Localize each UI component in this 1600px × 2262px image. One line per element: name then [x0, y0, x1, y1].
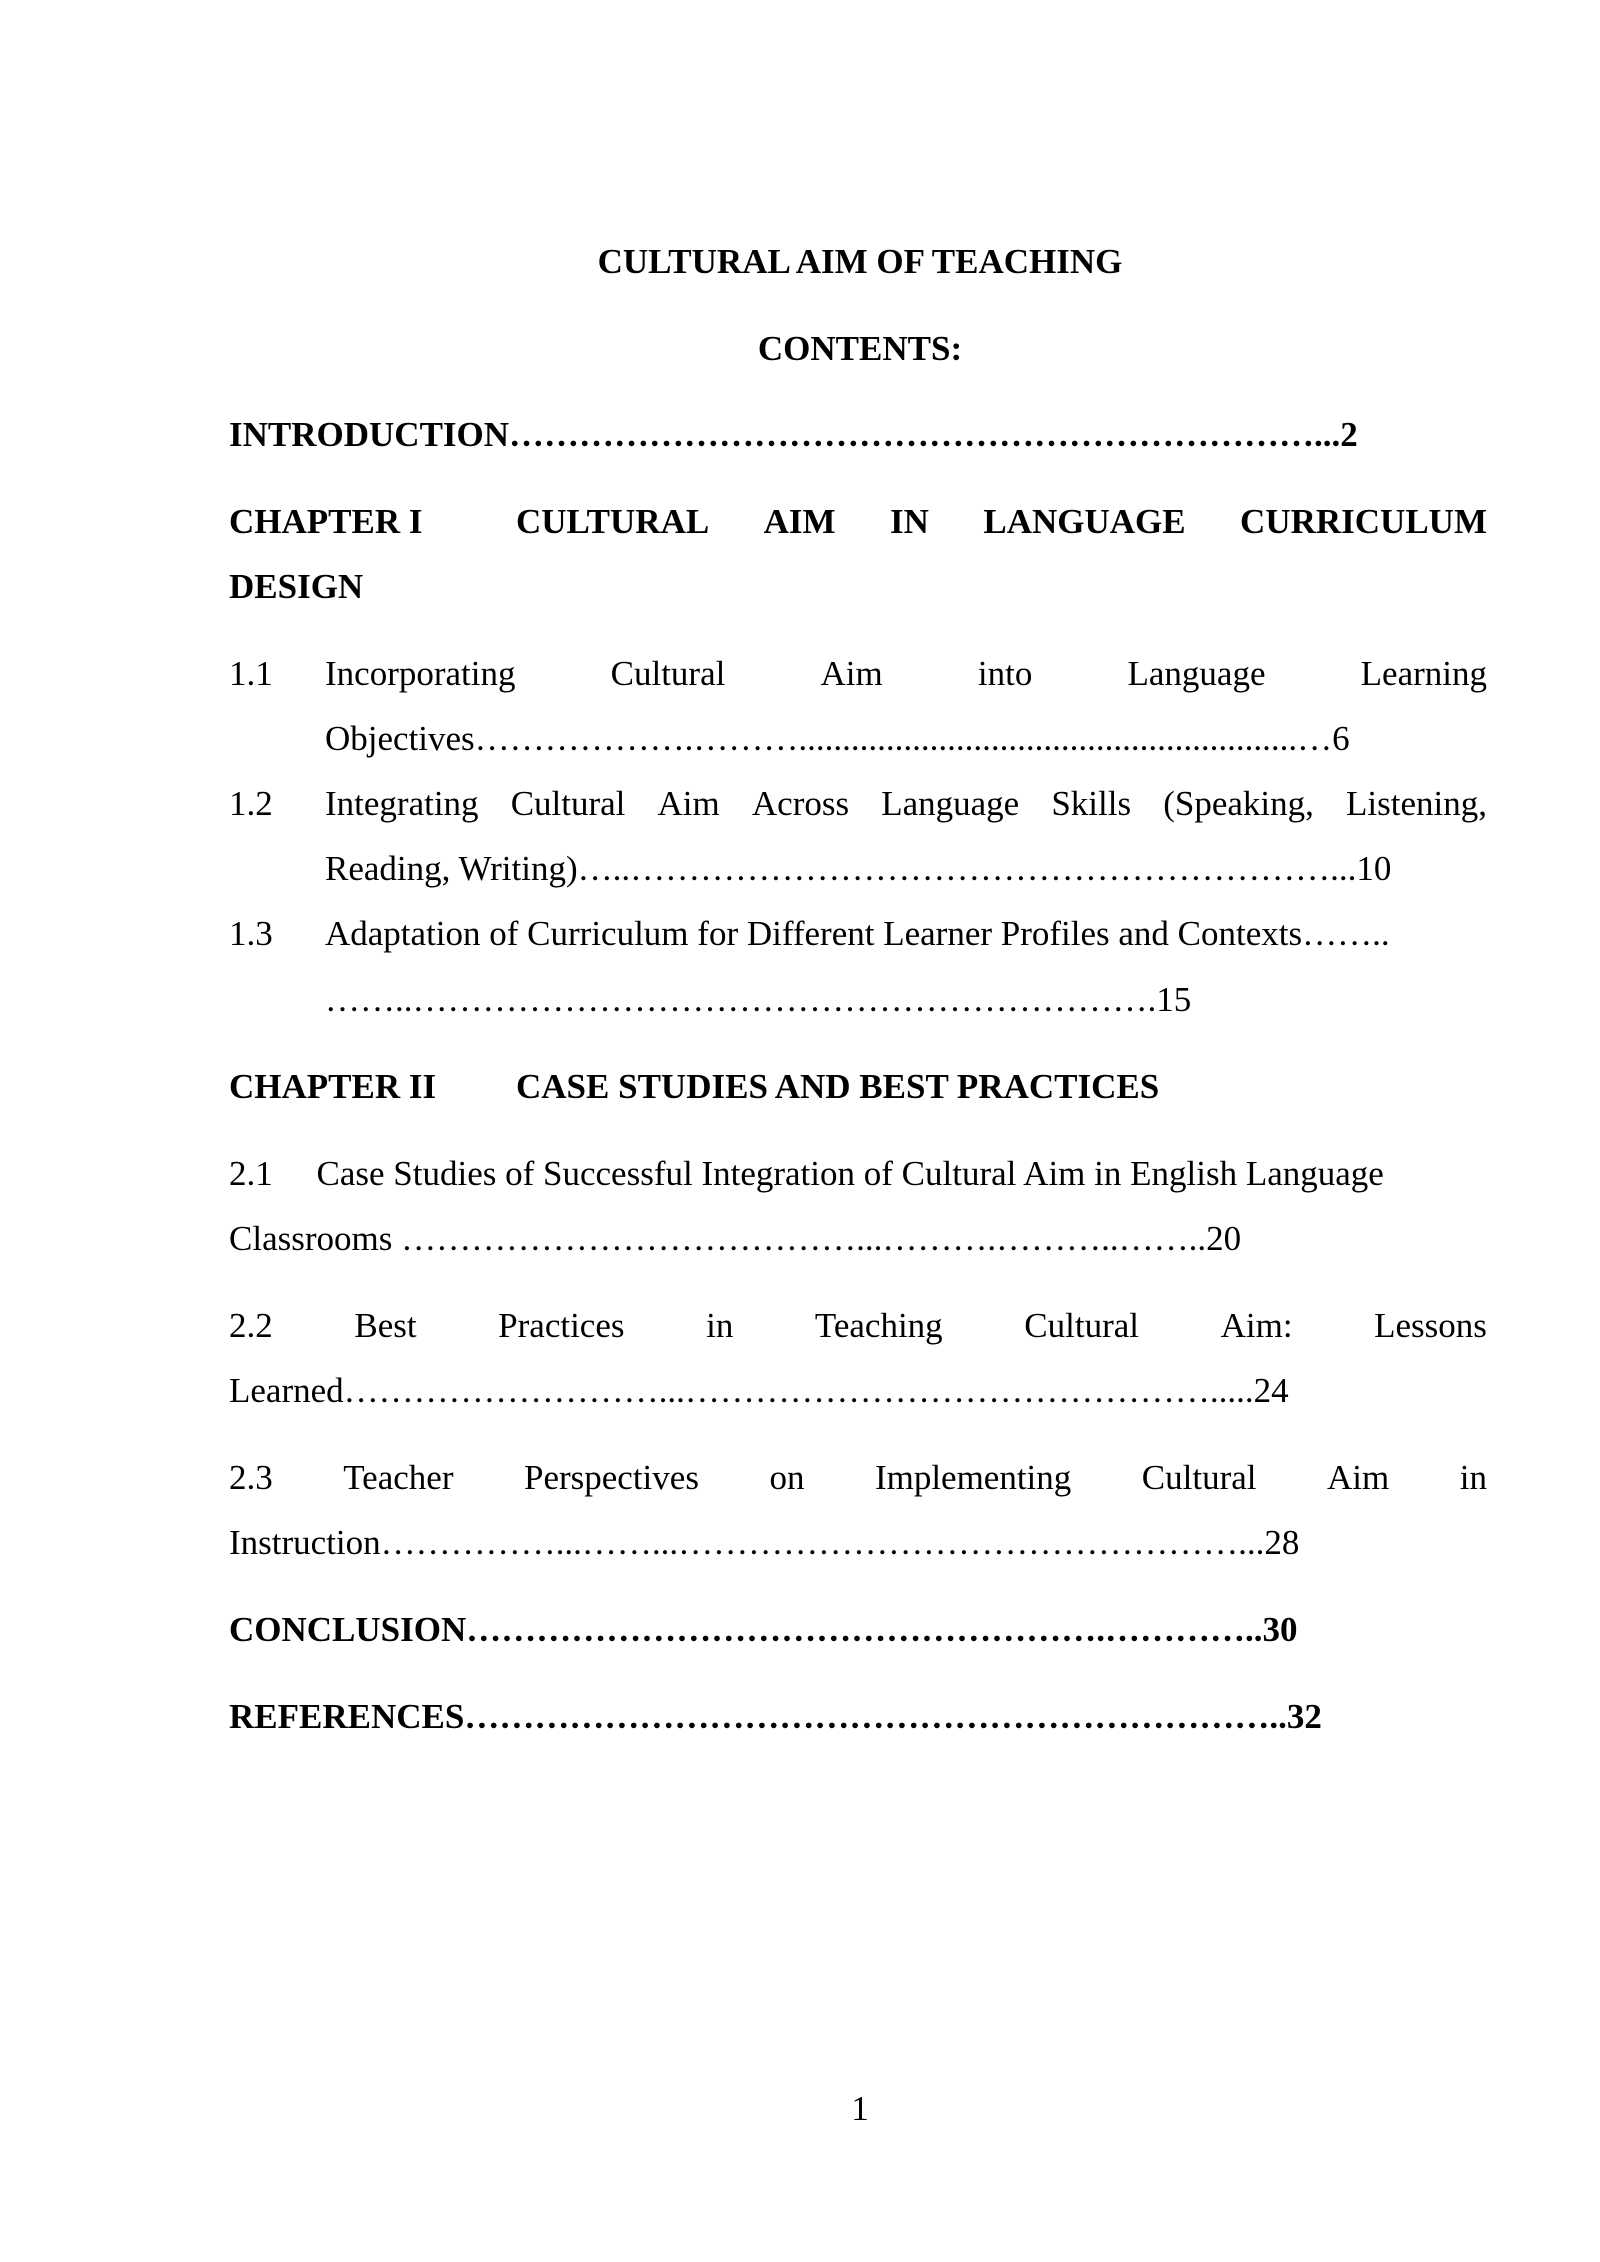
toc-entry-1-1: [325, 652, 1487, 696]
toc-entry-1-2-continued: Reading, Writing)…..……………………………………………………...10: [325, 849, 1392, 888]
toc-word: Language: [1127, 654, 1266, 693]
toc-word: 2.3: [229, 1458, 273, 1497]
toc-word: Learning: [1360, 654, 1487, 693]
toc-entry-2-2: [229, 1304, 1487, 1348]
chapter-2-title: CASE STUDIES AND BEST PRACTICES: [516, 1067, 1160, 1106]
toc-entry-1-1-continued: Objectives……………….……….........................................................…6: [325, 719, 1350, 758]
toc-entry-2-2-continued: Learned………………………...……………………………………….....24: [229, 1371, 1289, 1410]
toc-word: Aim: [820, 654, 883, 693]
toc-word: Implementing: [874, 1458, 1072, 1497]
toc-word: Practices: [498, 1306, 625, 1345]
contents-heading: CONTENTS:: [757, 329, 963, 368]
toc-word: Cultural: [510, 784, 626, 823]
toc-word: Teaching: [814, 1306, 943, 1345]
chapter-2-label: CHAPTER II: [229, 1067, 437, 1106]
toc-word: Best: [354, 1306, 417, 1345]
toc-word: into: [977, 654, 1033, 693]
section-1-1-number: 1.1: [229, 654, 273, 693]
section-1-3-number: 1.3: [229, 914, 273, 953]
toc-word: Aim: [1327, 1458, 1390, 1497]
chapter-1-title-word: LANGUAGE: [983, 502, 1186, 541]
toc-word: Cultural: [1141, 1458, 1257, 1497]
toc-word: in: [1459, 1458, 1487, 1497]
toc-entry-1-3-continued: ……..……………………………………………………….15: [325, 980, 1192, 1019]
toc-word: Skills: [1051, 784, 1132, 823]
toc-word: 2.2: [229, 1306, 273, 1345]
toc-entry-2-1-continued: Classrooms …………………………………...……….………..……..20: [229, 1219, 1242, 1258]
toc-entry-references: REFERENCES……………………………………………………………..32: [229, 1697, 1322, 1736]
toc-entry-introduction: INTRODUCTION……………………………………………………………...2: [229, 415, 1358, 454]
toc-entry-conclusion: CONCLUSION……………………………………………….…………..30: [229, 1610, 1298, 1649]
chapter-1-title: [516, 500, 1487, 544]
toc-word: Listening,: [1346, 784, 1487, 823]
chapter-1-title-word: CURRICULUM: [1240, 502, 1487, 541]
toc-word: Across: [751, 784, 850, 823]
chapter-1-title-continued: DESIGN: [229, 567, 364, 606]
toc-entry-1-3: Adaptation of Curriculum for Different Learner Profiles and Contexts……..: [325, 914, 1390, 953]
toc-word: on: [769, 1458, 805, 1497]
chapter-1-title-word: CULTURAL: [516, 502, 710, 541]
toc-entry-2-3: [229, 1456, 1487, 1500]
toc-word: Aim:: [1220, 1306, 1293, 1345]
document-title: CULTURAL AIM OF TEACHING: [597, 242, 1123, 281]
section-1-2-number: 1.2: [229, 784, 273, 823]
chapter-1-title-word: IN: [890, 502, 929, 541]
toc-word: Aim: [657, 784, 720, 823]
toc-entry-2-1: 2.1 Case Studies of Successful Integration of Cultural Aim in English Language: [229, 1154, 1384, 1193]
page-number: 1: [851, 2089, 869, 2128]
toc-word: Incorporating: [325, 654, 516, 693]
toc-word: Lessons: [1374, 1306, 1487, 1345]
toc-word: Perspectives: [523, 1458, 699, 1497]
toc-word: Integrating: [325, 784, 479, 823]
toc-word: Teacher: [343, 1458, 454, 1497]
toc-word: Language: [881, 784, 1020, 823]
toc-entry-2-3-continued: Instruction……………...……...…………………………………………...28: [229, 1523, 1300, 1562]
chapter-1-label: CHAPTER I: [229, 502, 423, 541]
toc-word: Cultural: [1024, 1306, 1139, 1345]
toc-word: in: [706, 1306, 734, 1345]
chapter-1-title-word: AIM: [763, 502, 836, 541]
toc-word: Cultural: [610, 654, 726, 693]
toc-entry-1-2: [325, 782, 1487, 826]
toc-word: (Speaking,: [1163, 784, 1314, 823]
